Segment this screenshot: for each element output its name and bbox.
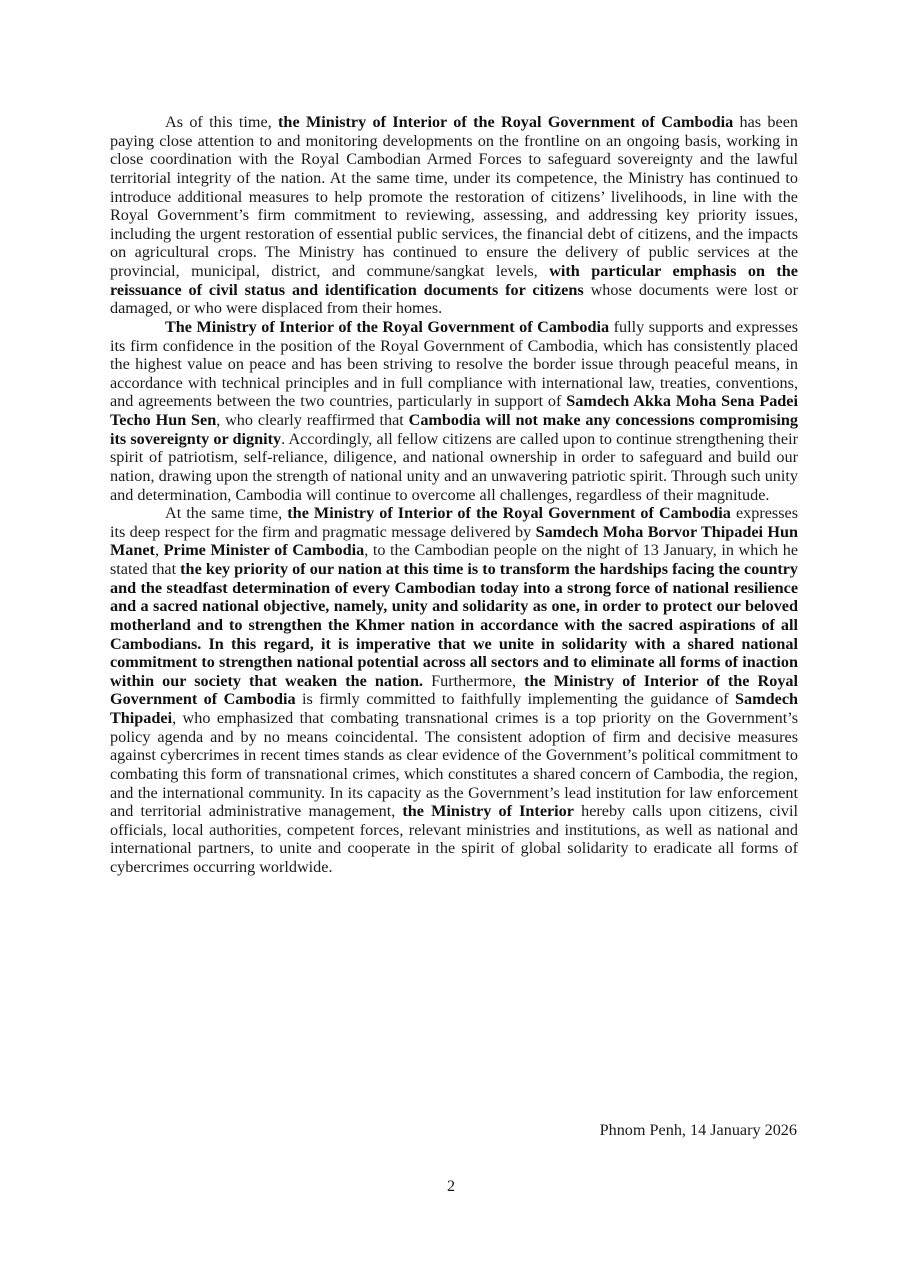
bold-text-run: The Ministry of Interior of the Royal Government of Cambodia <box>165 317 610 336</box>
text-run: , who clearly reaffirmed that <box>216 411 409 429</box>
text-run: has been paying close attention to and monitoring developments on the frontline on an ongoing basis, working in close coordination with the Royal Cambodian Armed Forces to safeguard sovereignty and the lawful territorial integrity of the nation. At the same time, under its competence, the Ministry has continued to introduce additional measures to help promote the restoration of citizens’ livelihoods, in line with the Royal Government’s firm commitment to reviewing, assessing, and addressing key priority issues, including the urgent restoration of essential public services, the financial debt of citizens, and the impacts on agricultural crops. The Ministry has continued to ensure the delivery of public services at the provincial, municipal, district, and commune/sangkat levels, <box>110 113 798 280</box>
text-run: hereby calls upon citizens, civil officials, local authorities, competent forces, relevant ministries and institutions, as well as national and international partners, to unite and cooperate in the spirit of global solidarity to eradicate all forms of cybercrimes occurring worldwide. <box>110 802 798 876</box>
text-run: , to the Cambodian people on the night of 13 January, in which he stated that <box>110 541 799 578</box>
bold-text-run: the Ministry of Interior of the Royal Government of Cambodia <box>278 113 734 131</box>
document-body <box>110 113 798 877</box>
text-run: As of this time, <box>165 113 279 131</box>
paragraph-support-position <box>110 318 798 504</box>
bold-text-run: the key priority of our nation at this time is to transform the hardships facing the country and the steadfast determination of every Cambodian today into a strong force of national resilience and a sacred national objective, namely, unity and solidarity as one, in order to protect our beloved motherland and to strengthen the Khmer nation in accordance with the sacred aspirations of all Cambodians. In this regard, it is imperative that we unite in solidarity with a shared national commitment to strengthen national potential across all sectors and to eliminate all forms of inaction within our society that weaken the nation. <box>110 560 798 690</box>
bold-text-run: Prime Minister of Cambodia <box>163 541 365 560</box>
text-run: . Accordingly, all fellow citizens are called upon to continue strengthening their spirit of patriotism, self-reliance, diligence, and national ownership in order to safeguard and build our nation, drawing upon the strength of national unity and an unwavering patriotic spirit. Through such unity and determination, Cambodia will continue to overcome all challenges, regardless of their magnitude. <box>110 429 798 504</box>
text-run: Furthermore, <box>423 671 525 690</box>
text-run: whose documents were lost or damaged, or who were displaced from their homes. <box>110 280 798 318</box>
paragraph-frontline-monitoring <box>110 113 798 318</box>
bold-text-run: Samdech Thipadei <box>110 690 799 727</box>
page-number: 2 <box>447 1177 456 1195</box>
bold-text-run: Samdech Moha Borvor Thipadei Hun Manet <box>110 522 799 560</box>
text-run: expresses its deep respect for the firm and pragmatic message delivered by <box>110 504 798 541</box>
bold-text-run: Samdech Akka Moha Sena Padei Techo Hun Sen <box>110 392 798 429</box>
text-run: At the same time, <box>165 504 288 523</box>
text-run: fully supports and expresses its firm confidence in the position of the Royal Government of Cambodia, which has consistently placed the highest value on peace and has been striving to resolve the border issue through peaceful means, in accordance with technical principles and in full compliance with international law, treaties, conventions, and agreements between the two countries, particularly in support of <box>110 317 798 411</box>
text-run: is firmly committed to faithfully implementing the guidance of <box>295 690 736 709</box>
text-run: , who emphasized that combating transnational crimes is a top priority on the Government’s policy agenda and by no means coincidental. The consistent adoption of firm and decisive measures against cybercrimes in recent times stands as clear evidence of the Government’s political commitment to combating this form of transnational crimes, which constitutes a shared concern of Cambodia, the region, and the international community. In its capacity as the Government’s lead institution for law enforcement and territorial administrative management, <box>110 709 798 821</box>
bold-text-run: with particular emphasis on the reissuance of civil status and identification documents for citizens <box>110 262 798 299</box>
bold-text-run: Cambodia will not make any concessions compromising its sovereignty or dignity <box>110 411 798 448</box>
text-run: , <box>154 541 164 560</box>
place-and-date: Phnom Penh, 14 January 2026 <box>599 1121 797 1139</box>
bold-text-run: the Ministry of Interior of the Royal Government of Cambodia <box>287 504 731 523</box>
bold-text-run: the Ministry of Interior of the Royal Government of Cambodia <box>110 671 799 709</box>
bold-text-run: the Ministry of Interior <box>402 802 574 821</box>
paragraph-pm-message-cybercrime <box>110 504 798 877</box>
